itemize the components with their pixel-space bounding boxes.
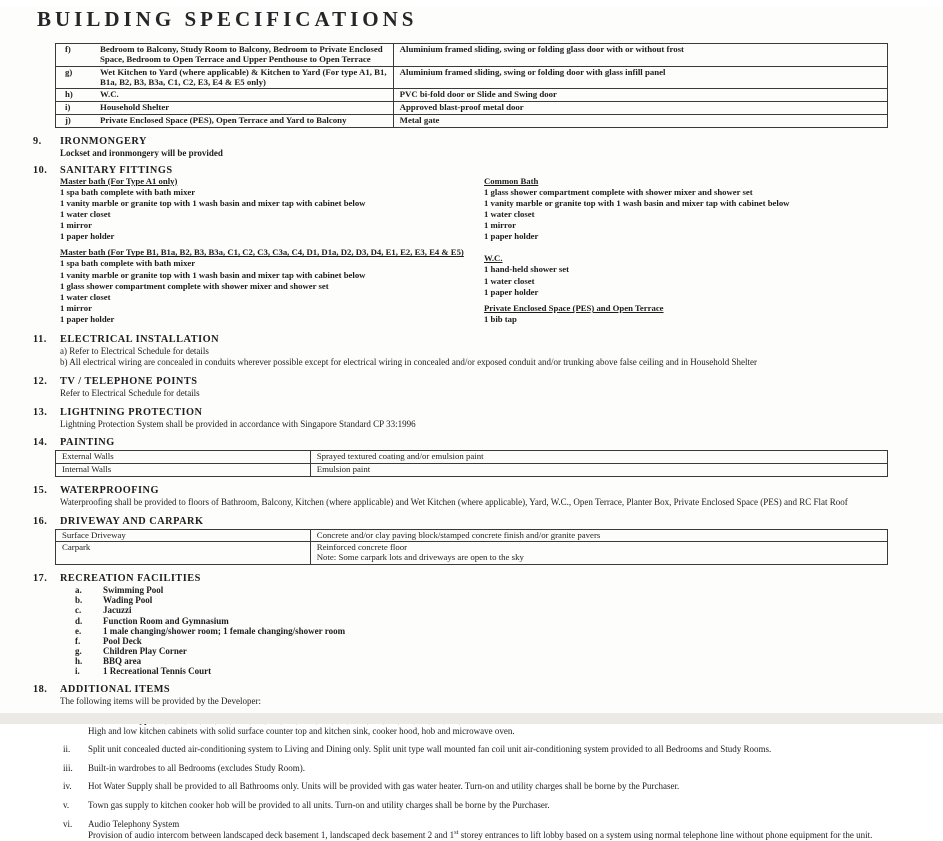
section-heading: LIGHTNING PROTECTION — [60, 406, 203, 418]
list-key: d. — [75, 615, 83, 626]
section-heading: TV / TELEPHONE POINTS — [60, 375, 198, 387]
carpark-note: Note: Some carpark lots and driveways are open to the sky — [316, 552, 524, 563]
fitting-item: 1 paper holder — [60, 230, 115, 241]
table-row — [56, 542, 888, 565]
fitting-item: 1 glass shower compartment complete with shower mixer and shower set — [484, 186, 753, 197]
fitting-item: 1 mirror — [60, 302, 92, 313]
fittings-group-title: Private Enclosed Space (PES) and Open Terrace — [484, 303, 664, 314]
electrical-note-a: a) Refer to Electrical Schedule for details — [60, 345, 209, 356]
section-number: 17. — [33, 573, 48, 585]
door-location: W.C. — [100, 89, 119, 100]
section-body: Waterproofing shall be provided to floors of Bathroom, Balcony, Kitchen (where applicable) and Wet Kitchen (where applicable), Yard, W.C., Open Terrace, Planter Box, Private Enclosed Space (PES) and RC Flat Roof — [60, 496, 848, 507]
door-location-cell — [56, 89, 394, 102]
doors-table — [55, 43, 888, 128]
electrical-note-b: b) All electrical wiring are concealed in conduits wherever possible except for electrical wiring in concealed and/or exposed conduit and/or trunking above false ceiling and in Household Shelter — [60, 357, 758, 368]
facility-name: Children Play Corner — [103, 645, 187, 656]
list-key: a. — [75, 585, 82, 596]
list-item — [63, 800, 935, 811]
door-spec-cell: Approved blast-proof metal door — [393, 102, 887, 115]
door-spec-cell: Aluminium framed sliding, swing or folding glass door with or without frost — [393, 44, 887, 67]
fittings-group-title: Common Bath — [484, 175, 539, 186]
section-number: 10. — [33, 164, 48, 176]
item-line — [88, 829, 935, 841]
row-key: i) — [65, 102, 71, 113]
list-item — [63, 763, 935, 774]
wc-block — [484, 254, 937, 297]
fitting-item: 1 vanity marble or granite top with 1 wash basin and mixer tap with cabinet below — [60, 269, 366, 280]
list-key: i. — [75, 666, 80, 677]
facility-name: Wading Pool — [103, 595, 153, 606]
section-number: 14. — [33, 437, 48, 449]
facility-name: Pool Deck — [103, 635, 142, 646]
list-key: b. — [75, 595, 83, 606]
section-driveway-carpark — [0, 516, 943, 566]
item-line-part: storey entrances to lift lobby based on a system using normal telephone line without phone equipment for the unit. — [458, 830, 873, 841]
row-key: g) — [65, 66, 73, 77]
section-body: Lightning Protection System shall be provided in accordance with Singapore Standard CP 33:1996 — [60, 418, 416, 429]
section-number: 15. — [33, 484, 48, 496]
fitting-item: 1 paper holder — [60, 313, 115, 324]
item-line-part: Provision of audio intercom between landscaped deck basement 1, landscaped deck basement 2 and 1 — [88, 830, 455, 841]
list-item — [75, 656, 943, 666]
facility-name: 1 male changing/shower room; 1 female changing/shower room — [103, 625, 346, 636]
master-bath-a1-block — [60, 177, 478, 242]
list-key: h. — [75, 656, 83, 667]
sanitary-left-column — [60, 177, 484, 332]
table-row — [56, 464, 888, 477]
list-item — [75, 605, 943, 615]
master-bath-b-block — [60, 248, 478, 324]
section-body: Lockset and ironmongery will be provided — [60, 147, 223, 158]
fitting-item: 1 mirror — [60, 219, 92, 230]
document-page — [0, 7, 943, 841]
section-body: Refer to Electrical Schedule for details — [60, 387, 200, 398]
table-row — [56, 66, 888, 89]
section-ironmongery — [0, 136, 943, 159]
table-row — [56, 102, 888, 115]
fitting-item: 1 glass shower compartment complete with shower mixer and shower set — [60, 280, 329, 291]
fitting-item: 1 vanity marble or granite top with 1 wash basin and mixer tap with cabinet below — [484, 197, 790, 208]
row-key: f) — [65, 44, 71, 54]
item-line: Audio Telephony System — [88, 818, 180, 829]
section-lightning-protection — [0, 407, 943, 430]
table-row — [56, 44, 888, 67]
fittings-group-title: Master bath (For Type B1, B1a, B2, B3, B3a, C1, C2, C3, C3a, C4, D1, D1a, D2, D3, D4, E1, E2, E3, E4 & E5) — [60, 247, 464, 258]
driveway-finish-cell: Concrete and/or clay paving block/stamped concrete finish and/or granite pavers — [310, 529, 887, 542]
door-location-cell — [56, 102, 394, 115]
door-spec-cell: Metal gate — [393, 115, 887, 128]
list-item — [75, 666, 943, 676]
table-row — [56, 115, 888, 128]
item-line: Hot Water Supply shall be provided to all Bathrooms only. Units will be provided with gas water heater. Turn-on and utility charges shall be borne by the Purchaser. — [88, 781, 680, 792]
painting-surface-cell: Internal Walls — [56, 464, 311, 477]
list-key: ii. — [63, 744, 71, 755]
door-location: Household Shelter — [100, 102, 170, 113]
fitting-item: 1 hand-held shower set — [484, 264, 570, 275]
section-number: 9. — [33, 135, 42, 147]
painting-surface-cell: External Walls — [56, 451, 311, 464]
fitting-item: 1 water closet — [60, 208, 111, 219]
facility-name: Swimming Pool — [103, 585, 164, 596]
list-key: e. — [75, 625, 82, 636]
door-location-cell — [56, 66, 394, 89]
fitting-item: 1 paper holder — [484, 286, 539, 297]
section-heading: SANITARY FITTINGS — [60, 164, 173, 176]
section-tv-telephone-points — [0, 376, 943, 399]
section-electrical-installation — [0, 334, 943, 368]
section-heading: PAINTING — [60, 437, 115, 449]
door-location-cell — [56, 44, 394, 67]
scan-artifact-band — [0, 713, 943, 724]
additional-intro: The following items will be provided by the Developer: — [60, 696, 261, 707]
door-location-cell — [56, 115, 394, 128]
fitting-item: 1 water closet — [60, 291, 111, 302]
fitting-item: 1 mirror — [484, 219, 516, 230]
facility-name: 1 Recreational Tennis Court — [103, 666, 212, 677]
section-painting — [0, 437, 943, 477]
pes-open-terrace-block — [484, 304, 937, 325]
section-heading: ADDITIONAL ITEMS — [60, 684, 171, 696]
list-key: f. — [75, 635, 81, 646]
section-number: 13. — [33, 406, 48, 418]
fitting-item: 1 paper holder — [484, 230, 539, 241]
table-row — [56, 451, 888, 464]
recreation-list — [75, 585, 943, 676]
section-recreation-facilities — [0, 573, 943, 676]
list-item — [75, 616, 943, 626]
driveway-table — [55, 529, 888, 566]
list-item — [63, 744, 935, 755]
fitting-item: 1 water closet — [484, 208, 535, 219]
section-number: 16. — [33, 515, 48, 527]
section-number: 18. — [33, 684, 48, 696]
list-item — [63, 781, 935, 792]
facility-name: Jacuzzi — [103, 605, 132, 616]
section-heading: DRIVEWAY AND CARPARK — [60, 515, 204, 527]
fittings-group-title: Master bath (For Type A1 only) — [60, 175, 178, 186]
common-bath-block — [484, 177, 937, 242]
item-line: High and low kitchen cabinets with solid surface counter top and kitchen sink, cooker hood, hob and microwave oven. — [88, 725, 515, 736]
list-item — [75, 585, 943, 595]
fitting-item: 1 spa bath complete with bath mixer — [60, 258, 196, 269]
section-heading: ELECTRICAL INSTALLATION — [60, 333, 220, 345]
list-key: vi. — [63, 818, 73, 829]
door-location: Bedroom to Balcony, Study Room to Balcony, Bedroom to Private Enclosed Space, Bedroom to Open Terrace and Upper Penthouse to Open Terrace — [100, 44, 383, 64]
fitting-item: 1 vanity marble or granite top with 1 wash basin and mixer tap with cabinet below — [60, 197, 366, 208]
item-line: Town gas supply to kitchen cooker hob will be provided to all units. Turn-on and utility charges shall be borne by the Purchaser. — [88, 800, 550, 811]
superscript-st: st — [454, 829, 459, 837]
item-line: Split unit concealed ducted air-conditioning system to Living and Dining only. Split unit type wall mounted fan coil unit air-conditioning system provided to all Bedrooms and Study Rooms. — [88, 744, 772, 755]
facility-name: Function Room and Gymnasium — [103, 615, 229, 626]
table-row — [56, 529, 888, 542]
list-item — [63, 819, 935, 841]
fitting-item: 1 spa bath complete with bath mixer — [60, 186, 196, 197]
row-key: h) — [65, 89, 73, 100]
driveway-area-cell: Surface Driveway — [56, 529, 311, 542]
painting-finish-cell: Emulsion paint — [310, 464, 887, 477]
sanitary-right-column — [484, 177, 937, 332]
section-heading: WATERPROOFING — [60, 484, 159, 496]
carpark-finish: Reinforced concrete floor — [316, 542, 408, 553]
list-key: iv. — [63, 781, 72, 792]
list-item — [75, 595, 943, 605]
section-sanitary-fittings — [0, 165, 943, 332]
list-item — [75, 626, 943, 636]
section-number: 11. — [33, 333, 47, 345]
list-key: g. — [75, 645, 82, 656]
section-number: 12. — [33, 375, 48, 387]
list-key: iii. — [63, 762, 73, 773]
fitting-item: 1 bib tap — [484, 314, 517, 325]
door-location: Wet Kitchen to Yard (where applicable) & Kitchen to Yard (For type A1, B1, B1a, B2, B3, B3a, C1, C2, E3, E4 & E5 only) — [100, 66, 387, 87]
fittings-group-title: W.C. — [484, 253, 503, 264]
list-item — [75, 636, 943, 646]
painting-table — [55, 450, 888, 477]
page-title: BUILDING SPECIFICATIONS — [37, 7, 418, 31]
facility-name: BBQ area — [103, 656, 142, 667]
fitting-item: 1 water closet — [484, 275, 535, 286]
list-key: v. — [63, 800, 70, 811]
additional-items-list — [63, 715, 935, 841]
table-row — [56, 89, 888, 102]
section-heading: RECREATION FACILITIES — [60, 573, 201, 585]
additional-item-body — [88, 819, 935, 841]
list-item — [75, 646, 943, 656]
door-spec-cell: Aluminium framed sliding, swing or folding door with glass infill panel — [393, 66, 887, 89]
section-additional-items — [0, 684, 943, 840]
driveway-area-cell: Carpark — [56, 542, 311, 565]
section-waterproofing — [0, 485, 943, 508]
driveway-finish-cell — [310, 542, 887, 565]
list-key: c. — [75, 605, 82, 616]
item-line: Built-in wardrobes to all Bedrooms (excludes Study Room). — [88, 762, 305, 773]
row-key: j) — [65, 115, 71, 126]
door-spec-cell: PVC bi-fold door or Slide and Swing door — [393, 89, 887, 102]
door-location: Private Enclosed Space (PES), Open Terrace and Yard to Balcony — [100, 115, 347, 126]
section-heading: IRONMONGERY — [60, 135, 147, 147]
painting-finish-cell: Sprayed textured coating and/or emulsion paint — [310, 451, 887, 464]
